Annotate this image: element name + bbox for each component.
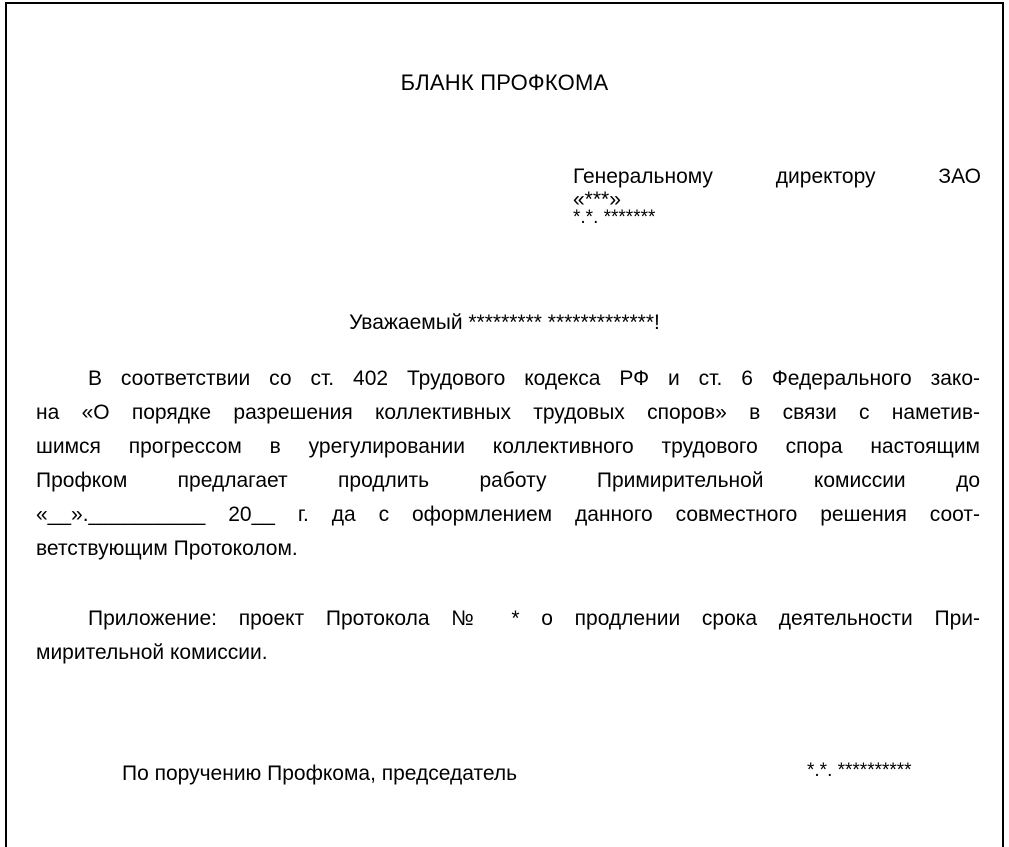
addressee-block	[573, 164, 981, 227]
paragraph-line: Приложение: проект Протокола № * о продлении срока деятельности При-	[88, 607, 980, 630]
signature-name: *.*. **********	[807, 760, 912, 781]
addressee-line-1	[573, 164, 981, 189]
paragraph-line: «__».__________ 20__ г. да с оформлением данного совместного решения соот-	[36, 503, 980, 526]
paragraph-line: на «О порядке разрешения коллективных трудовых споров» в связи с наметив-	[36, 401, 980, 424]
addressee-word: директору	[775, 165, 876, 188]
letterhead-title: БЛАНК ПРОФКОМА	[400, 70, 609, 95]
paragraph-line: мирительной комиссии.	[36, 641, 268, 664]
paragraph-line: шимся прогрессом в урегулировании коллективного трудового спора настоящим	[36, 435, 980, 458]
paragraph-line: ветствующим Протоколом.	[36, 537, 298, 560]
paragraph-line: Профком предлагает продлить работу Примирительной комиссии до	[36, 469, 980, 492]
addressee-word: Генеральному	[573, 165, 713, 188]
addressee-company: «***»	[573, 188, 621, 211]
salutation: Уважаемый ********* *************!	[349, 311, 660, 334]
paragraph-line: В соответствии со ст. 402 Трудового кодекса РФ и ст. 6 Федерального зако-	[88, 367, 980, 390]
addressee-word: ЗАО	[938, 165, 981, 188]
addressee-name: *.*. *******	[573, 207, 656, 228]
main-paragraph	[36, 362, 980, 566]
appendix-paragraph	[36, 602, 980, 670]
signature-title: По поручению Профкома, председатель	[122, 762, 518, 785]
